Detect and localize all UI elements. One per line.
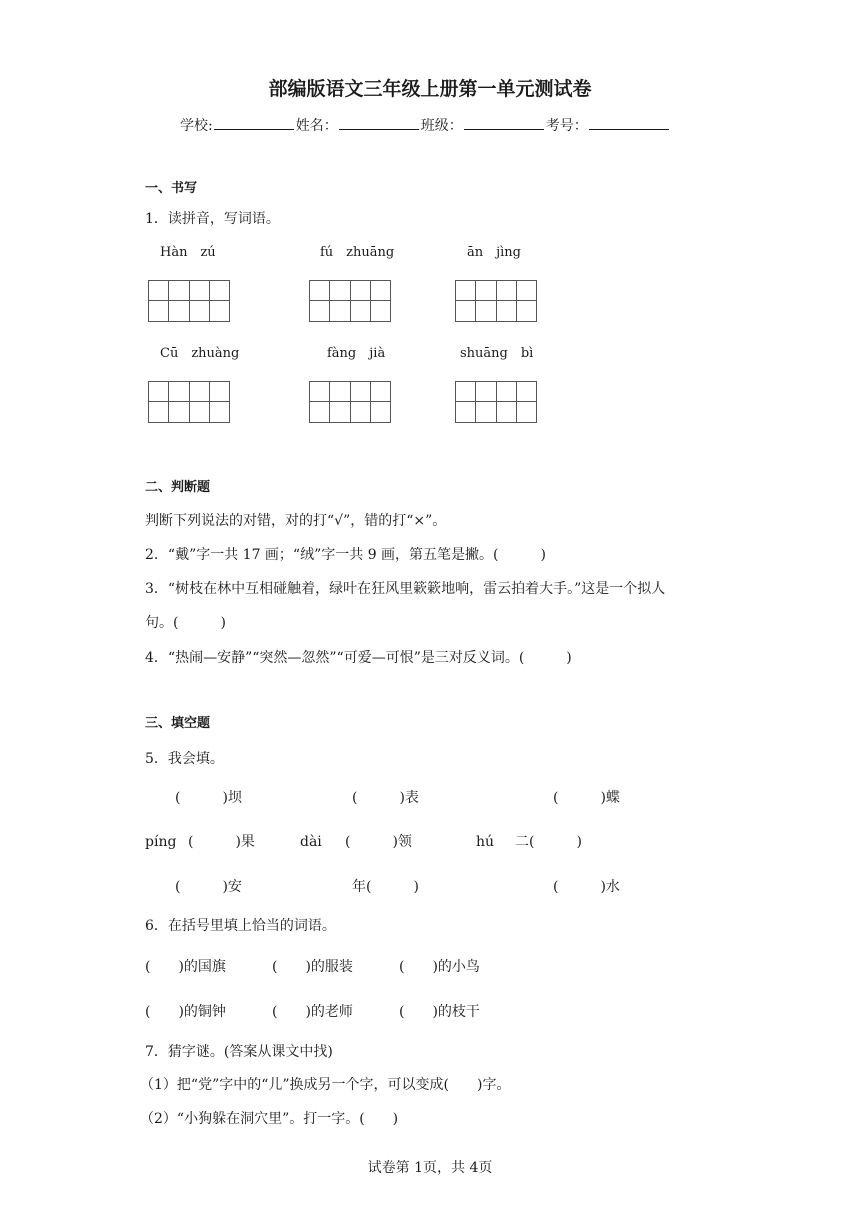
fill-blank-item[interactable]: ( )表	[352, 790, 419, 806]
fill-blank-item[interactable]: ( )的小鸟	[399, 959, 480, 975]
question-6: 6．在括号里填上恰当的词语。	[145, 918, 336, 934]
section-heading-fill-blank: 三、填空题	[145, 716, 211, 731]
name-label: 姓名：	[295, 118, 338, 134]
question-7-part-1: （1）把“党”字中的“儿”换成另一个字，可以变成( )字。	[140, 1077, 511, 1093]
fill-blank-item[interactable]: ( )的枝干	[399, 1004, 480, 1020]
writing-grid[interactable]	[148, 280, 230, 322]
question-7: 7．猜字谜。(答案从课文中找)	[145, 1044, 333, 1060]
pinyin-hanzu: Hàn zú	[160, 245, 216, 260]
writing-grid[interactable]	[455, 381, 537, 423]
pinyin-shuangbi: shuāng bì	[460, 346, 534, 361]
question-4: 4．“热闹—安静”“突然—忽然”“可爱—可恨”是三对反义词。( )	[145, 650, 572, 666]
class-label: 班级：	[420, 118, 463, 134]
pinyin-cuzhuang: Cū zhuàng	[160, 346, 240, 361]
pinyin-dai: dài	[300, 834, 322, 850]
page-title: 部编版语文三年级上册第一单元测试卷	[268, 78, 592, 100]
exam-number-blank[interactable]	[589, 117, 669, 130]
school-label: 学校:	[180, 118, 213, 134]
fill-blank-item[interactable]: 年( )	[352, 879, 419, 895]
fill-blank-item[interactable]: ( )安	[175, 879, 242, 895]
question-2: 2．“戴”字一共 17 画；“绒”字一共 9 画，第五笔是撇。( )	[145, 547, 546, 563]
fill-blank-item[interactable]: ( )的国旗	[145, 959, 226, 975]
school-blank[interactable]	[214, 117, 294, 130]
page-footer: 试卷第 1页，共 4页	[367, 1160, 493, 1176]
pinyin-fangjia: fàng jià	[327, 346, 386, 361]
question-1: 1．读拼音，写词语。	[145, 211, 280, 227]
fill-blank-item[interactable]: ( )水	[553, 879, 620, 895]
section-heading-judgement: 二、判断题	[145, 480, 211, 495]
pinyin-ping: píng	[145, 834, 177, 850]
question-3-line-1: 3．“树枝在林中互相碰触着，绿叶在狂风里簌簌地响，雷云拍着大手。”这是一个拟人	[145, 581, 666, 597]
writing-grid[interactable]	[148, 381, 230, 423]
question-3-line-2: 句。( )	[145, 615, 226, 631]
fill-blank-item[interactable]: ( )领	[345, 834, 412, 850]
pinyin-fuzhuang: fú zhuāng	[320, 245, 395, 260]
section-heading-writing: 一、书写	[145, 181, 198, 196]
pinyin-hu: hú	[476, 834, 495, 850]
fill-blank-item[interactable]: ( )果	[188, 834, 255, 850]
question-5: 5．我会填。	[145, 751, 224, 767]
fill-blank-item[interactable]: ( )的铜钟	[145, 1004, 226, 1020]
question-7-part-2: （2）“小狗躲在洞穴里”。打一字。( )	[140, 1111, 399, 1127]
fill-blank-item[interactable]: ( )的老师	[272, 1004, 353, 1020]
fill-blank-item[interactable]: ( )的服装	[272, 959, 353, 975]
class-blank[interactable]	[464, 117, 544, 130]
judgement-instructions: 判断下列说法的对错，对的打“√”，错的打“×”。	[145, 513, 447, 529]
writing-grid[interactable]	[309, 381, 391, 423]
fill-blank-item[interactable]: 二( )	[515, 834, 582, 850]
name-blank[interactable]	[339, 117, 419, 130]
writing-grid[interactable]	[455, 280, 537, 322]
fill-blank-item[interactable]: ( )蝶	[553, 790, 620, 806]
exam-number-label: 考号：	[545, 118, 588, 134]
fill-blank-item[interactable]: ( )坝	[175, 790, 242, 806]
pinyin-anjing: ān jìng	[467, 245, 522, 260]
student-info-line	[180, 117, 671, 133]
writing-grid[interactable]	[309, 280, 391, 322]
